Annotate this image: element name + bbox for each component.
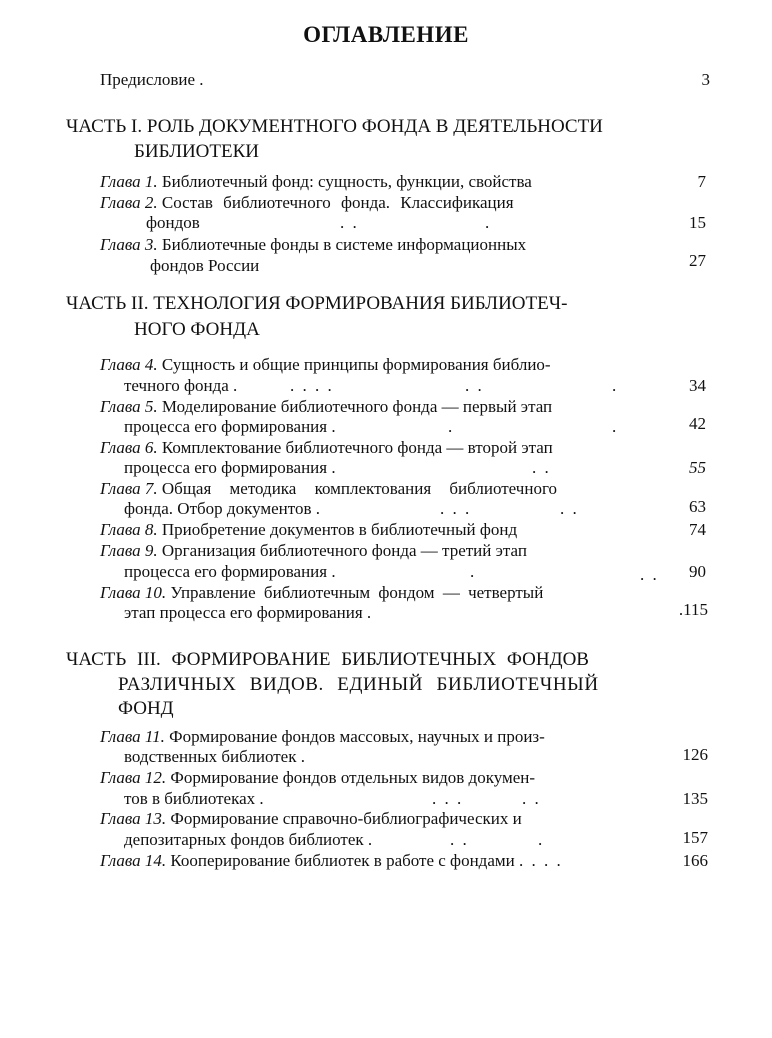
chapter-3-title: Библиотечные фонды в системе информационных <box>161 235 527 254</box>
chapter-6-label: Глава 6. <box>100 438 158 457</box>
chapter-4-title-cont: течного фонда . <box>124 376 238 395</box>
part1-heading-cont: БИБЛИОТЕКИ <box>134 141 260 162</box>
chapter-5-page: 42 <box>689 414 706 433</box>
chapter-6-title-cont: процесса его формирования . <box>124 458 336 477</box>
chapter-7-leader: . . . <box>440 499 472 518</box>
chapter-14-label: Глава 14. <box>100 851 167 870</box>
chapter-6-page: 55 <box>689 458 706 477</box>
chapter-6-entry <box>100 438 553 458</box>
chapter-12-leader: . . . <box>432 789 464 808</box>
chapter-10-title-cont: этап процесса его формирования . <box>124 603 372 622</box>
part3-heading-cont: РАЗЛИЧНЫХ ВИДОВ. ЕДИНЫЙ БИБЛИОТЕЧНЫЙ <box>118 674 599 695</box>
chapter-11-label: Глава 11. <box>100 727 165 746</box>
chapter-1-label: Глава 1. <box>100 172 158 191</box>
chapter-4-leader: . . . . <box>290 376 334 395</box>
chapter-1-page: 7 <box>697 172 706 191</box>
chapter-3-title-cont: фондов России <box>150 256 260 275</box>
chapter-7-label: Глава 7. <box>100 479 158 498</box>
part1-heading: ЧАСТЬ I. РОЛЬ ДОКУМЕНТНОГО ФОНДА В ДЕЯТЕЛЬНОСТИ <box>66 116 603 137</box>
chapter-10-entry <box>100 583 543 603</box>
part2-heading-cont: НОГО ФОНДА <box>134 319 260 340</box>
chapter-12-title: Формирование фондов отдельных видов докумен- <box>170 768 536 787</box>
chapter-4-page: 34 <box>689 376 706 395</box>
chapter-7-title: Общая методика комплектования библиотечного <box>161 479 557 498</box>
chapter-2-page: 15 <box>689 213 706 232</box>
chapter-1-entry <box>100 172 532 192</box>
chapter-9-label: Глава 9. <box>100 541 158 560</box>
chapter-9-leader-2: . . <box>640 565 659 584</box>
chapter-4-leader-2: . . <box>465 376 484 395</box>
chapter-14-page: 166 <box>682 851 708 870</box>
chapter-13-leader: . . <box>450 830 469 849</box>
chapter-8-entry <box>100 520 517 540</box>
chapter-6-leader: . . <box>532 458 551 477</box>
chapter-3-page: 27 <box>689 251 706 270</box>
chapter-6-title: Комплектование библиотечного фонда — второй этап <box>161 438 553 457</box>
chapter-11-page: 126 <box>682 745 708 764</box>
part2-heading: ЧАСТЬ II. ТЕХНОЛОГИЯ ФОРМИРОВАНИЯ БИБЛИОТЕЧ- <box>66 293 568 314</box>
chapter-12-page: 135 <box>682 789 708 808</box>
chapter-7-entry <box>100 479 557 499</box>
chapter-9-title: Организация библиотечного фонда — третий этап <box>161 541 527 560</box>
chapter-7-page: 63 <box>689 497 706 516</box>
chapter-8-title: Приобретение документов в библиотечный фонд <box>161 520 518 539</box>
chapter-7-title-cont: фонда. Отбор документов . <box>124 499 320 518</box>
chapter-13-label: Глава 13. <box>100 809 167 828</box>
chapter-9-page: 90 <box>689 562 706 581</box>
chapter-5-leader: . <box>448 417 455 436</box>
chapter-11-title-cont: водственных библиотек . <box>124 747 305 766</box>
chapter-9-entry <box>100 541 527 561</box>
chapter-14-leader: . . . . <box>518 851 563 870</box>
chapter-2-leader: . . <box>340 213 359 232</box>
chapter-3-entry <box>100 235 526 255</box>
chapter-5-title-cont: процесса его формирования . <box>124 417 336 436</box>
chapter-12-entry <box>100 768 535 788</box>
chapter-2-title-cont: фондов <box>146 213 200 232</box>
chapter-8-label: Глава 8. <box>100 520 158 539</box>
part3-heading-cont-2: ФОНД <box>118 698 174 719</box>
toc-title: ОГЛАВЛЕНИЕ <box>303 22 469 47</box>
chapter-9-title-cont: процесса его формирования . <box>124 562 336 581</box>
chapter-14-entry <box>100 851 563 871</box>
chapter-13-leader-2: . <box>538 830 545 849</box>
chapter-8-page: 74 <box>689 520 706 539</box>
chapter-13-title-cont: депозитарных фондов библиотек . <box>124 830 373 849</box>
chapter-12-leader-2: . . <box>522 789 541 808</box>
chapter-14-title: Кооперирование библиотек в работе с фондами <box>170 851 515 870</box>
chapter-10-label: Глава 10. <box>100 583 167 602</box>
chapter-10-page: .115 <box>678 600 708 619</box>
chapter-5-title: Моделирование библиотечного фонда — первый этап <box>161 397 553 416</box>
chapter-13-title: Формирование справочно-библиографических и <box>170 809 522 828</box>
chapter-10-title: Управление библиотечным фондом — четвертый <box>170 583 544 602</box>
preface-entry: Предисловие . <box>100 70 204 89</box>
chapter-5-label: Глава 5. <box>100 397 158 416</box>
preface-page: 3 <box>701 70 710 89</box>
chapter-11-entry <box>100 727 545 747</box>
chapter-13-entry <box>100 809 522 829</box>
chapter-4-title: Сущность и общие принципы формирования библио- <box>161 355 551 374</box>
chapter-12-title-cont: тов в библиотеках . <box>124 789 264 808</box>
part3-heading: ЧАСТЬ III. ФОРМИРОВАНИЕ БИБЛИОТЕЧНЫХ ФОНДОВ <box>66 649 589 670</box>
chapter-7-leader-2: . . <box>560 499 579 518</box>
chapter-11-title: Формирование фондов массовых, научных и произ- <box>169 727 545 746</box>
chapter-2-entry <box>100 193 514 213</box>
chapter-1-title: Библиотечный фонд: сущность, функции, свойства <box>161 172 532 191</box>
chapter-13-page: 157 <box>682 828 708 847</box>
chapter-2-title: Состав библиотечного фонда. Классификация <box>161 193 514 212</box>
chapter-2-leader-2: . <box>485 213 492 232</box>
chapter-4-label: Глава 4. <box>100 355 158 374</box>
chapter-12-label: Глава 12. <box>100 768 167 787</box>
chapter-4-entry <box>100 355 551 375</box>
chapter-9-leader: . <box>470 562 477 581</box>
chapter-5-entry <box>100 397 552 417</box>
chapter-5-leader-2: . <box>612 417 619 436</box>
chapter-2-label: Глава 2. <box>100 193 158 212</box>
chapter-4-leader-3: . <box>612 376 619 395</box>
chapter-3-label: Глава 3. <box>100 235 158 254</box>
